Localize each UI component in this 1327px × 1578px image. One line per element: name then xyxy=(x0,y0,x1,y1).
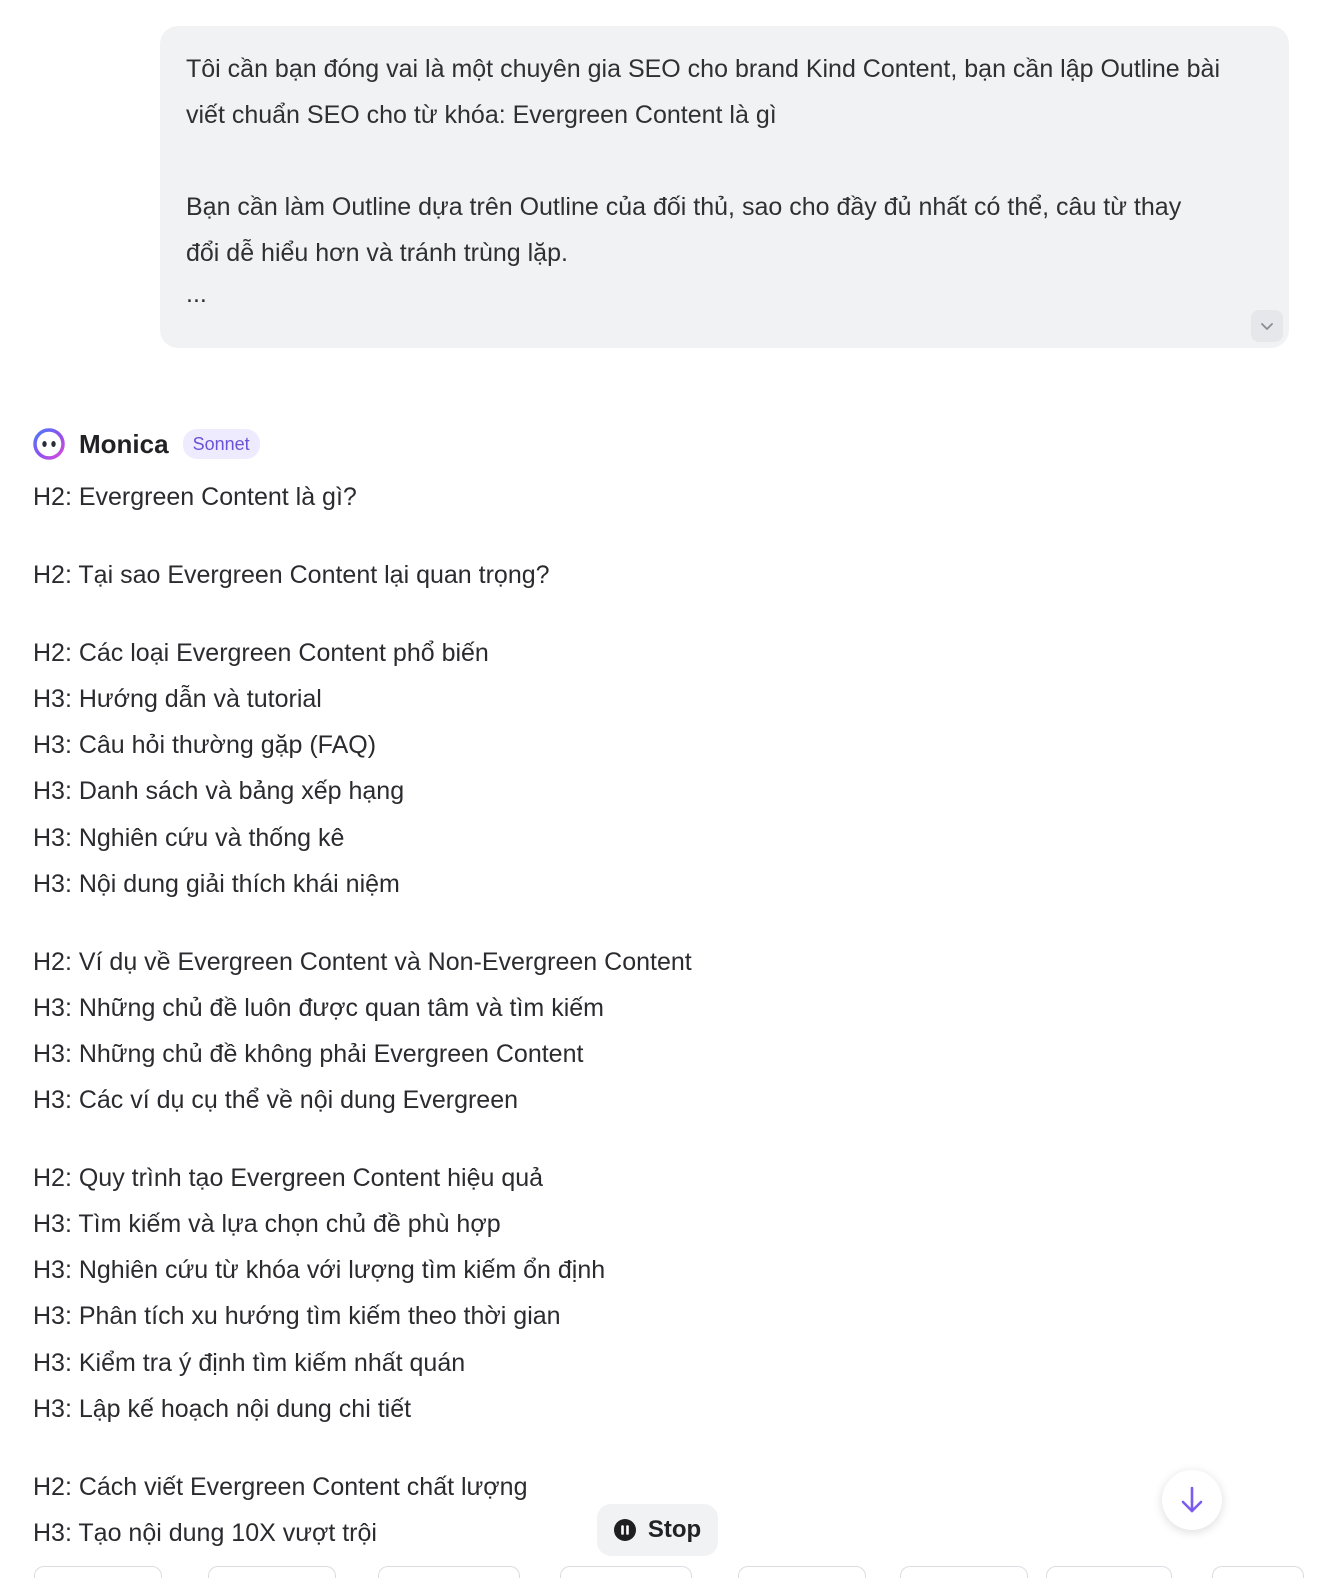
user-message-line: đổi dễ hiểu hơn và tránh trùng lặp. xyxy=(186,239,568,267)
outline-subheading: H3: Nghiên cứu từ khóa với lượng tìm kiếm ổn định xyxy=(33,1256,606,1285)
action-chip[interactable] xyxy=(208,1566,336,1578)
user-message-line: viết chuẩn SEO cho từ khóa: Evergreen Content là gì xyxy=(186,101,777,129)
action-chip[interactable] xyxy=(1046,1566,1172,1578)
outline-section xyxy=(33,939,1133,1123)
model-badge: Sonnet xyxy=(183,429,260,459)
section-gap xyxy=(33,598,1133,630)
outline-subheading: H3: Những chủ đề luôn được quan tâm và tìm kiếm xyxy=(33,993,604,1022)
section-gap xyxy=(33,520,1133,552)
stop-generating-button[interactable] xyxy=(597,1504,718,1556)
action-chip[interactable] xyxy=(900,1566,1028,1578)
scroll-to-bottom-button[interactable] xyxy=(1162,1470,1222,1530)
action-chip[interactable] xyxy=(1212,1566,1304,1578)
user-message-bubble xyxy=(160,26,1289,348)
outline-section xyxy=(33,552,1133,598)
section-gap xyxy=(33,907,1133,939)
outline-subheading: H3: Tạo nội dung 10X vượt trội xyxy=(33,1518,377,1547)
action-chip[interactable] xyxy=(378,1566,520,1578)
outline-subheading: H3: Kiểm tra ý định tìm kiếm nhất quán xyxy=(33,1348,466,1377)
outline-subheading: H3: Những chủ đề không phải Evergreen Content xyxy=(33,1039,584,1068)
outline-heading: H2: Tại sao Evergreen Content lại quan trọng? xyxy=(33,561,550,590)
assistant-header xyxy=(33,425,260,463)
outline-subheading: H3: Nghiên cứu và thống kê xyxy=(33,823,345,852)
monica-avatar-icon xyxy=(33,428,65,460)
outline-section xyxy=(33,630,1133,907)
section-gap xyxy=(33,1432,1133,1464)
outline-section xyxy=(33,1155,1133,1432)
user-message-line: Bạn cần làm Outline dựa trên Outline của đối thủ, sao cho đầy đủ nhất có thể, câu từ thay xyxy=(186,193,1182,221)
outline-section xyxy=(33,1464,1133,1556)
outline-heading: H2: Cách viết Evergreen Content chất lượng xyxy=(33,1472,528,1501)
outline-subheading: H3: Câu hỏi thường gặp (FAQ) xyxy=(33,731,377,760)
outline-section xyxy=(33,474,1133,520)
outline-heading: H2: Evergreen Content là gì? xyxy=(33,483,357,511)
user-message-ellipsis: ... xyxy=(186,280,207,308)
outline-heading: H2: Các loại Evergreen Content phổ biến xyxy=(33,639,489,668)
outline-subheading: H3: Phân tích xu hướng tìm kiếm theo thời gian xyxy=(33,1302,561,1331)
pause-circle-icon xyxy=(614,1519,636,1541)
action-chip[interactable] xyxy=(34,1566,162,1578)
expand-message-button[interactable] xyxy=(1251,310,1283,342)
user-message-line: Tôi cần bạn đóng vai là một chuyên gia SEO cho brand Kind Content, bạn cần lập Outline bài xyxy=(186,55,1220,83)
action-chip[interactable] xyxy=(560,1566,692,1578)
bottom-action-bar xyxy=(0,1566,1327,1578)
outline-subheading: H3: Hướng dẫn và tutorial xyxy=(33,685,322,714)
outline-subheading: H3: Tìm kiếm và lựa chọn chủ đề phù hợp xyxy=(33,1210,501,1239)
chevron-down-icon xyxy=(1258,317,1276,335)
section-gap xyxy=(33,1123,1133,1155)
paragraph-gap xyxy=(186,138,1263,184)
stop-label: Stop xyxy=(647,1516,702,1543)
outline-heading: H2: Quy trình tạo Evergreen Content hiệu quả xyxy=(33,1164,544,1193)
assistant-name: Monica xyxy=(79,428,169,459)
action-chip[interactable] xyxy=(738,1566,866,1578)
arrow-down-icon xyxy=(1178,1484,1206,1516)
outline-heading: H2: Ví dụ về Evergreen Content và Non-Evergreen Content xyxy=(33,947,692,976)
outline-subheading: H3: Lập kế hoạch nội dung chi tiết xyxy=(33,1394,412,1423)
outline-subheading: H3: Danh sách và bảng xếp hạng xyxy=(33,777,405,806)
assistant-answer xyxy=(33,474,1133,1556)
outline-subheading: H3: Các ví dụ cụ thể về nội dung Evergreen xyxy=(33,1086,519,1115)
outline-subheading: H3: Nội dung giải thích khái niệm xyxy=(33,869,400,898)
